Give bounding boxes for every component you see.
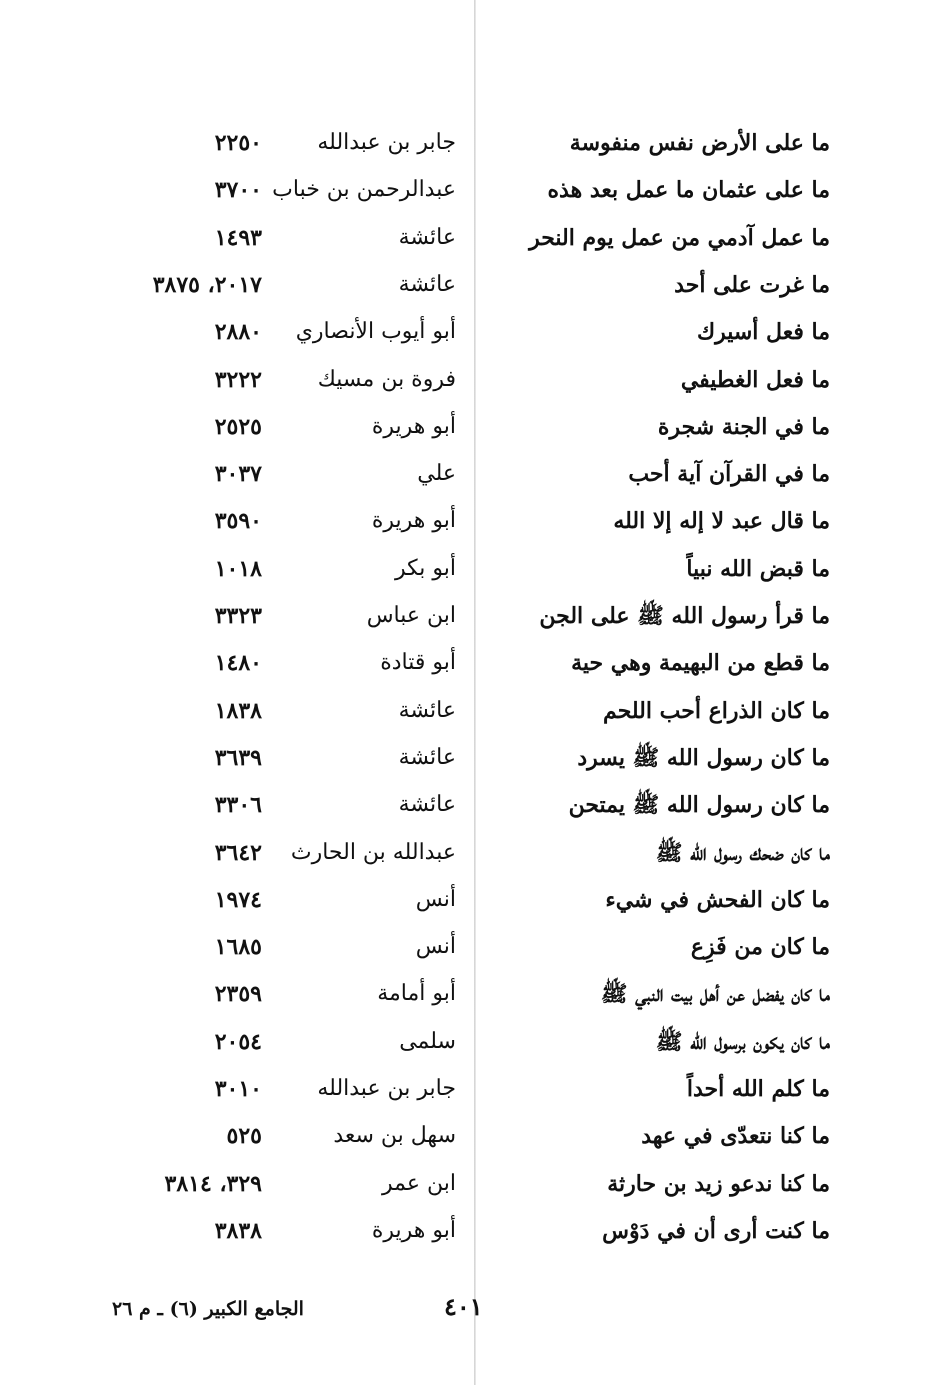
narrator-name: جابر بن عبدالله [317, 1076, 456, 1101]
hadith-number: ٢٣٥٩ [214, 981, 262, 1008]
narrator-name: ابن عمر [382, 1170, 456, 1196]
hadith-opening: ما قرأ رسول الله ﷺ على الجن [539, 603, 830, 629]
hadith-number: ٢٥٢٥ [214, 413, 262, 440]
hadith-number: ٣٢٩، ٣٨١٤ [164, 1170, 262, 1197]
index-row [0, 120, 934, 167]
narrator-name: عائشة [398, 697, 456, 723]
index-row [0, 309, 934, 356]
hadith-number: ٢٢٥٠ [214, 130, 262, 156]
narrator-name: أبو أمامة [377, 981, 456, 1007]
narrator-name: سهل بن سعد [333, 1123, 456, 1149]
hadith-opening: ما قبض الله نبياً [686, 555, 830, 582]
hadith-opening: ما كان يفضل عن أهل بيت النبي ﷺ [600, 981, 830, 1008]
hadith-opening: ما غرت على أحد [674, 271, 830, 298]
hadith-opening: ما كنت أرى أن في دَوْس [602, 1217, 830, 1244]
hadith-number: ٣٣٠٦ [214, 792, 262, 819]
hadith-number: ١٠١٨ [214, 555, 262, 582]
index-row [0, 640, 934, 687]
hadith-number: ١٤٨٠ [214, 650, 262, 677]
narrator-name: عبدالرحمن بن خباب [272, 177, 456, 203]
hadith-opening: ما كان من فَزِع [690, 934, 830, 961]
hadith-opening: ما كان الذراع أحب اللحم [603, 697, 830, 724]
hadith-number: ٣٣٢٣ [214, 603, 262, 629]
index-row [0, 498, 934, 545]
index-row [0, 167, 934, 214]
hadith-opening: ما على عثمان ما عمل بعد هذه [547, 177, 830, 204]
narrator-name: أبو أيوب الأنصاري [295, 319, 456, 345]
index-row [0, 1161, 934, 1208]
index-row [0, 262, 934, 309]
narrator-name: علي [417, 461, 456, 487]
index-row [0, 546, 934, 593]
narrator-name: أنس [415, 886, 456, 912]
hadith-number: ٢٨٨٠ [214, 319, 262, 346]
index-row [0, 924, 934, 971]
hadith-number: ٣٦٤٢ [214, 839, 262, 866]
hadith-opening: ما كان يكون برسول الله ﷺ [655, 1028, 830, 1055]
index-row [0, 735, 934, 782]
index-row [0, 404, 934, 451]
hadith-opening: ما قال عبد لا إله إلا الله [613, 508, 830, 535]
narrator-name: عائشة [398, 792, 456, 818]
narrator-name: فروة بن مسيك [317, 366, 456, 392]
narrator-name: سلمى [399, 1028, 456, 1054]
hadith-opening: ما كان رسول الله ﷺ يمتحن [568, 792, 830, 819]
index-row [0, 1066, 934, 1113]
hadith-number: ٣٠٣٧ [214, 461, 262, 488]
index-row [0, 782, 934, 829]
hadith-number: ٢٠١٧، ٣٨٧٥ [152, 271, 262, 298]
index-row [0, 357, 934, 404]
hadith-number: ٢٠٥٤ [214, 1028, 262, 1055]
index-row [0, 593, 934, 640]
hadith-opening: ما عمل آدمي من عمل يوم النحر [529, 224, 830, 251]
narrator-name: أبو قتادة [380, 650, 456, 676]
page-number: ٤٠١ [444, 1292, 483, 1321]
hadith-opening: ما في الجنة شجرة [657, 413, 830, 440]
narrator-name: عبدالله بن الحارث [290, 839, 456, 865]
narrator-name: جابر بن عبدالله [317, 130, 456, 155]
index-row [0, 971, 934, 1018]
narrator-name: أنس [415, 934, 456, 960]
hadith-opening: ما كان ضحك رسول الله ﷺ [655, 839, 830, 866]
narrator-name: ابن عباس [366, 603, 456, 628]
narrator-name: عائشة [398, 744, 456, 770]
hadith-number: ٣٢٢٢ [214, 366, 262, 393]
hadith-opening: ما فعل الغطيفي [680, 366, 830, 393]
hadith-number: ١٤٩٣ [214, 224, 262, 251]
hadith-opening: ما في القرآن آية أحب [628, 461, 830, 488]
page-footer [0, 1292, 934, 1332]
hadith-opening: ما فعل أسيرك [696, 319, 830, 346]
narrator-name: أبو بكر [394, 555, 456, 581]
hadith-opening: ما قطع من البهيمة وهي حية [571, 650, 830, 677]
hadith-opening: ما على الأرض نفس منفوسة [569, 130, 830, 156]
hadith-opening: ما كلم الله أحداً [686, 1076, 830, 1102]
hadith-number: ١٨٣٨ [214, 697, 262, 724]
index-row [0, 1113, 934, 1160]
hadith-number: ٣٧٠٠ [214, 177, 262, 204]
narrator-name: أبو هريرة [371, 508, 456, 534]
hadith-opening: ما كان رسول الله ﷺ يسرد [577, 744, 830, 771]
hadith-number: ٣٦٣٩ [214, 744, 262, 771]
hadith-number: ٥٢٥ [226, 1123, 262, 1150]
hadith-number: ١٦٨٥ [214, 934, 262, 961]
index-row [0, 830, 934, 877]
index-row [0, 451, 934, 498]
index-row [0, 215, 934, 262]
index-row [0, 688, 934, 735]
narrator-name: عائشة [398, 271, 456, 297]
hadith-number: ١٩٧٤ [214, 886, 262, 913]
hadith-number: ٣٨٣٨ [214, 1217, 262, 1244]
hadith-opening: ما كنا نتعدّى في عهد [641, 1123, 830, 1150]
hadith-opening: ما كان الفحش في شيء [605, 886, 830, 913]
narrator-name: أبو هريرة [371, 413, 456, 439]
index-row [0, 877, 934, 924]
volume-signature: الجامع الكبير (٦) ـ م ٢٦ [112, 1298, 304, 1320]
hadith-opening: ما كنا ندعو زيد بن حارثة [607, 1170, 830, 1197]
narrator-name: أبو هريرة [371, 1217, 456, 1243]
index-row [0, 1019, 934, 1066]
narrator-name: عائشة [398, 224, 456, 250]
index-row [0, 1208, 934, 1255]
hadith-number: ٣٠١٠ [214, 1076, 262, 1102]
hadith-number: ٣٥٩٠ [214, 508, 262, 535]
